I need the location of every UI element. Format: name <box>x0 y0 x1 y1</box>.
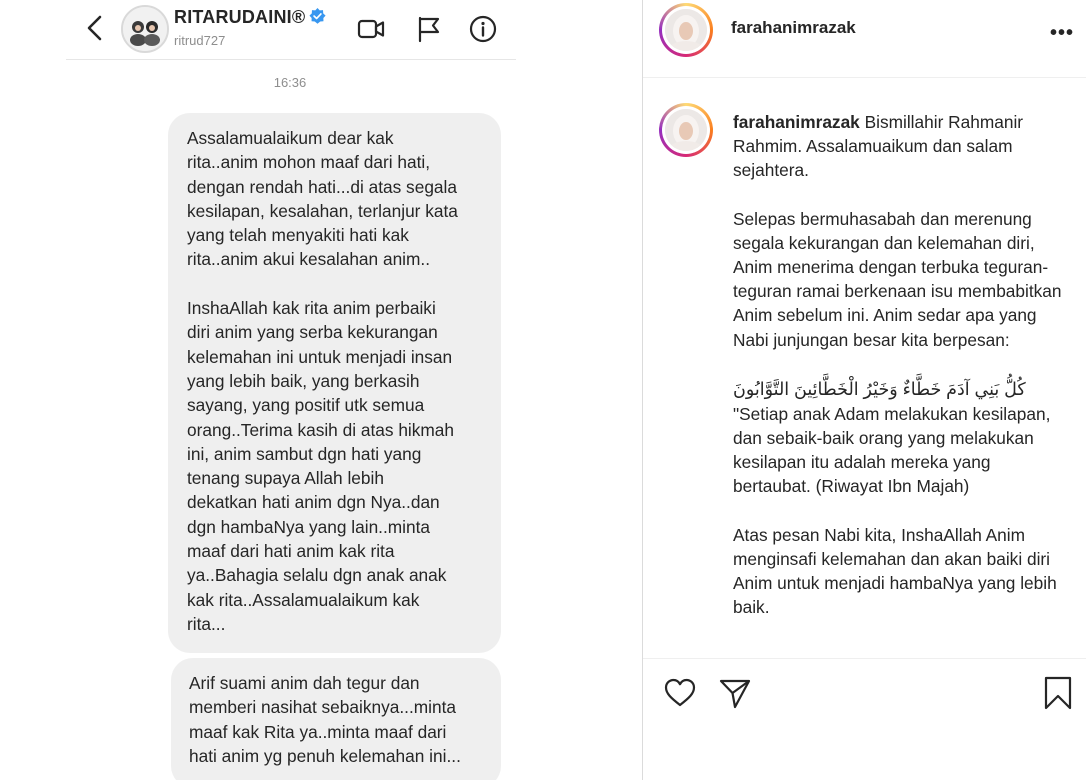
caption-avatar[interactable] <box>659 103 713 157</box>
message-timestamp: 16:36 <box>273 75 307 90</box>
caption-intro: Bismillahir Rahmanir Rahmim. Assalamuaikum dan salam sejahtera. <box>733 112 1024 181</box>
dm-header <box>66 0 516 60</box>
contact-name-text: RITARUDAINI® <box>174 7 306 27</box>
caption-paragraph: Atas pesan Nabi kita, InshaAllah Anim menginsafi kelemahan dan akan baiki diri Anim untuk menjadi hambaNya yang lebih baik. <box>733 524 1057 618</box>
bookmark-icon[interactable] <box>1041 676 1075 710</box>
post-avatar[interactable] <box>659 3 713 57</box>
post-header <box>643 0 1086 78</box>
caption-paragraph: Selepas bermuhasabah dan merenung segala kekurangan dan kelemahan diri, Anim menerima dengan terbuka teguran-teguran ramai berkenaan isu membabitkan Anim sebelum ini. Anim sedar apa yang Nabi junjungan besar kita berpesan: <box>733 208 1062 350</box>
post-username[interactable]: farahanimrazak <box>731 18 856 37</box>
caption-translation: "Setiap anak Adam melakukan kesilapan, dan sebaik-baik orang yang melakukan kesilapan itu adalah mereka yang bertaubat. (Riwayat Ibn Majah) <box>733 403 1051 497</box>
caption-arabic-hadith: كُلُّ بَنِي آدَمَ خَطَّاءٌ وَخَيْرُ الْخَطَّائِينَ التَّوَّابُونَ <box>733 378 1026 399</box>
info-icon[interactable] <box>468 14 498 44</box>
post-panel <box>643 0 1086 780</box>
verified-badge-icon <box>309 8 326 25</box>
message-bubble[interactable]: Arif suami anim dah tegur dan memberi nasihat sebaiknya...minta maaf kak Rita ya..minta maaf dari hati anim yg penuh kelemahan ini... <box>171 658 501 780</box>
contact-name[interactable] <box>174 7 326 28</box>
share-icon[interactable] <box>718 676 752 710</box>
contact-avatar[interactable] <box>121 5 169 53</box>
post-actions <box>643 658 1086 780</box>
video-call-icon[interactable] <box>356 14 386 44</box>
post-caption <box>733 110 1063 650</box>
contact-handle: ritrud727 <box>174 33 226 48</box>
message-bubble[interactable]: Assalamualaikum dear kak rita..anim mohon maaf dari hati, dengan rendah hati...di atas segala kesilapan, kesalahan, terlanjur kata yang telah menyakiti hati kak rita..anim akui kesalahan anim.. InshaAllah kak rita anim perbaiki diri anim yang serba kekurangan kelemahan ini untuk menjadi insan yang lebih baik, yang berkasih sayang, yang positif utk semua orang..Terima kasih di atas hikmah ini, anim sambut dgn hati yang tenang supaya Allah lebih dekatkan hati anim dgn Nya..dan dgn hambaNya yang lain..minta maaf dari hati anim kak rita ya..Bahagia selalu dgn anak anak kak rita..Assalamualaikum kak rita... <box>168 113 501 653</box>
heart-icon[interactable] <box>663 676 697 710</box>
more-options-icon[interactable]: ••• <box>1050 22 1075 44</box>
flag-icon[interactable] <box>414 14 444 44</box>
caption-username[interactable]: farahanimrazak <box>733 112 860 132</box>
back-arrow-icon[interactable] <box>84 14 106 42</box>
